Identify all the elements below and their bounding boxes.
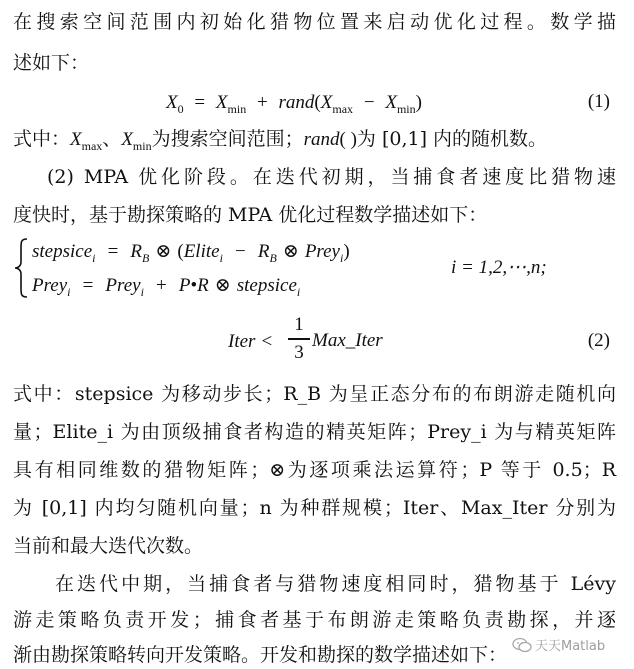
fraction-one-third xyxy=(288,312,310,366)
definition-2-line2: 量；Elite_i 为由顶级捕食者构造的精英矩阵；Prey_i 为与精英矩阵 xyxy=(13,421,616,443)
equation-2-max-iter: Max_Iter xyxy=(312,330,383,351)
definition-2-line4: 为 [0,1] 内均匀随机向量；n 为种群规模；Iter、Max_Iter 分别为 xyxy=(13,497,616,519)
fraction-numerator: 1 xyxy=(294,314,304,335)
definition-1: 式中：$X_{max}$、$X_{min}$为搜索空间范围；rand( )为 [0,1] 内的随机数。 xyxy=(13,128,548,153)
paragraph2-line2: 度快时，基于勘探策略的 MPA 优化过程数学描述如下： xyxy=(13,204,488,226)
equation-1: $X_0 = X_{min}$ + $rand(X_{max} - X_{min})$ xyxy=(166,92,422,116)
definition-2-line3: 具有相同维数的猎物矩阵；⊗为逐项乘法运算符；P 等于 0.5；R xyxy=(13,459,616,481)
wechat-icon xyxy=(512,637,532,653)
paragraph3-line2: 游走策略负责开发；捕食者基于布朗游走策略负责勘探，并逐 xyxy=(13,609,616,631)
paragraph1-line2: 述如下： xyxy=(13,52,90,74)
equation-1-number: (1) xyxy=(587,91,610,112)
paragraph2-line1: (2) MPA 优化阶段。在迭代初期，当捕食者速度比猎物速 xyxy=(47,166,616,188)
definition-2-line5: 当前和最大迭代次数。 xyxy=(13,535,204,557)
left-brace xyxy=(13,238,29,298)
definition-2-line1: 式中：stepsice 为移动步长；R_B 为呈正态分布的布朗游走随机向 xyxy=(13,383,616,405)
paragraph3-line1: 在迭代中期，当捕食者与猎物速度相同时，猎物基于 Lévy xyxy=(55,573,616,595)
paragraph1-line1: 在搜索空间范围内初始化猎物位置来启动优化过程。数学描 xyxy=(13,11,616,33)
equation-2-prey: Prey$_i$ = Prey$_i$ + P•R ⊗ stepsice$_i$ xyxy=(32,275,301,299)
equation-2-range: i = 1,2,⋯,n; xyxy=(451,257,547,278)
fraction-denominator: 3 xyxy=(294,341,304,363)
equation-2-stepsice: stepsice$_i$ = $R_B$ ⊗ (Elite$_i$ − $R_B$ ⊗ Prey$_i$) xyxy=(32,241,350,265)
paragraph3-line3: 渐由勘探策略转向开发策略。开发和勘探的数学描述如下： xyxy=(13,644,508,666)
equation-2-condition: Iter < xyxy=(228,331,273,352)
equation-2-number: (2) xyxy=(587,330,610,351)
watermark-text: 天天Matlab xyxy=(535,639,606,654)
watermark xyxy=(512,632,605,662)
